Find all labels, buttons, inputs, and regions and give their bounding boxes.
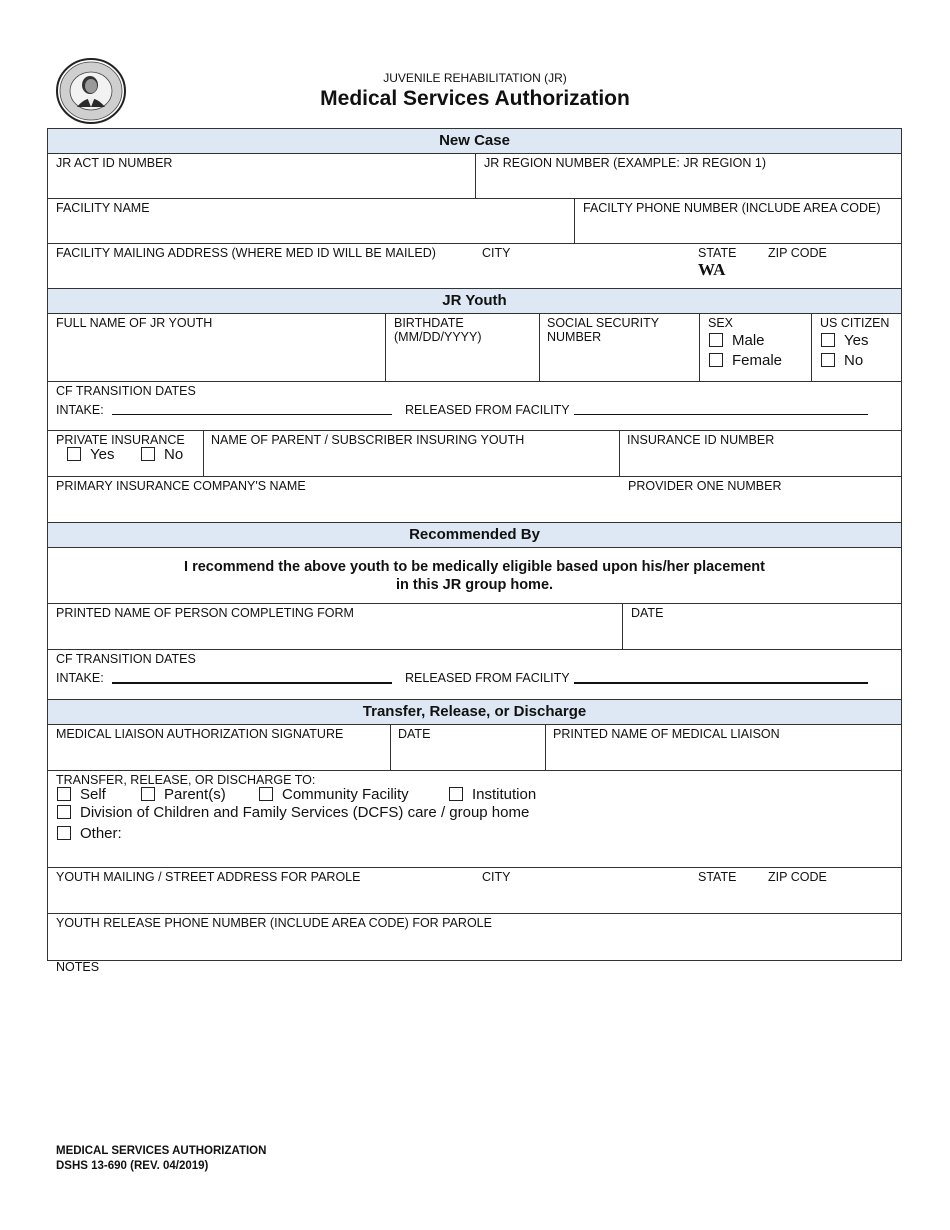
recommend-statement-line2: in this JR group home.	[395, 577, 554, 593]
self-option[interactable]	[57, 786, 106, 804]
liaison-date-label: DATE	[398, 727, 431, 741]
row-youth-details	[48, 314, 901, 382]
checkbox[interactable]	[67, 447, 81, 461]
section-heading-transfer: Transfer, Release, or Discharge	[48, 700, 901, 725]
released-line[interactable]	[574, 414, 868, 415]
liaison-date-field[interactable]	[390, 725, 545, 770]
dcfs-option[interactable]	[57, 804, 529, 822]
other-label: Other:	[80, 825, 122, 842]
section-heading-recommended-by: Recommended By	[48, 523, 901, 548]
parents-option[interactable]	[141, 786, 226, 804]
intake-label: INTAKE:	[56, 671, 104, 685]
form-title: Medical Services Authorization	[320, 87, 630, 110]
parole-phone-field[interactable]	[48, 914, 901, 960]
checkbox[interactable]	[449, 787, 463, 801]
row-transfer-to	[48, 771, 901, 868]
checkbox[interactable]	[821, 353, 835, 367]
primary-insurance-field[interactable]	[48, 477, 901, 522]
sex-male-option[interactable]	[709, 332, 765, 350]
city-label: CITY	[482, 870, 511, 884]
checkbox[interactable]	[141, 447, 155, 461]
us-citizen-label: US CITIZEN	[820, 316, 890, 330]
zip-label: ZIP CODE	[768, 246, 827, 260]
jr-act-id-field[interactable]	[48, 154, 475, 198]
primary-insurance-label: PRIMARY INSURANCE COMPANY'S NAME	[56, 479, 306, 493]
recommend-date-label: DATE	[631, 606, 664, 620]
recommend-statement-line1: I recommend the above youth to be medically eligible based upon his/her placement	[184, 559, 765, 575]
liaison-signature-label: MEDICAL LIAISON AUTHORIZATION SIGNATURE	[56, 727, 344, 741]
insurance-id-label: INSURANCE ID NUMBER	[627, 433, 775, 447]
city-label: CITY	[482, 246, 511, 260]
insurance-yes-option[interactable]	[67, 446, 114, 464]
full-name-field[interactable]	[48, 314, 385, 381]
released-label: RELEASED FROM FACILITY	[405, 671, 570, 685]
us-citizen-field	[811, 314, 901, 381]
insurance-no-label: No	[164, 446, 184, 463]
insurance-id-field[interactable]	[619, 431, 901, 476]
jr-region-field[interactable]	[475, 154, 901, 198]
state-label: STATE	[698, 870, 737, 884]
medical-services-form	[47, 128, 902, 961]
parole-address-field[interactable]	[48, 868, 901, 913]
facility-phone-field[interactable]	[574, 199, 901, 243]
notes-label: NOTES	[56, 960, 100, 974]
parole-address-label: YOUTH MAILING / STREET ADDRESS FOR PAROLE	[56, 870, 361, 884]
zip-label: ZIP CODE	[768, 870, 827, 884]
institution-option[interactable]	[449, 786, 536, 804]
provider-one-label: PROVIDER ONE NUMBER	[628, 479, 782, 493]
row-recommend-statement	[48, 548, 901, 604]
cf-transition-label: CF TRANSITION DATES	[56, 384, 196, 398]
recommend-date-field[interactable]	[622, 604, 901, 649]
row-facility	[48, 199, 901, 244]
row-cf-transition-youth	[48, 382, 901, 431]
row-cf-transition-recommended	[48, 650, 901, 700]
checkbox[interactable]	[57, 787, 71, 801]
facility-name-field[interactable]	[48, 199, 574, 243]
form-subtitle: JUVENILE REHABILITATION (JR)	[383, 71, 567, 85]
jr-region-label: JR REGION NUMBER (EXAMPLE: JR REGION 1)	[484, 156, 766, 170]
row-act-region	[48, 154, 901, 199]
liaison-signature-field[interactable]	[48, 725, 390, 770]
intake-line[interactable]	[112, 682, 392, 684]
row-primary-insurance	[48, 477, 901, 523]
form-footer	[56, 1144, 266, 1174]
jr-act-id-label: JR ACT ID NUMBER	[56, 156, 173, 170]
transfer-to-label: TRANSFER, RELEASE, OR DISCHARGE TO:	[56, 773, 316, 787]
printed-name-field[interactable]	[48, 604, 622, 649]
printed-name-label: PRINTED NAME OF PERSON COMPLETING FORM	[56, 606, 354, 620]
row-parole-address	[48, 868, 901, 914]
released-line[interactable]	[574, 682, 868, 684]
ssn-field[interactable]	[539, 314, 699, 381]
checkbox[interactable]	[821, 333, 835, 347]
row-facility-address	[48, 244, 901, 289]
intake-line[interactable]	[112, 414, 392, 415]
sex-male-label: Male	[732, 332, 765, 349]
community-facility-option[interactable]	[259, 786, 409, 804]
checkbox[interactable]	[259, 787, 273, 801]
state-value: WA	[698, 260, 726, 279]
footer-form-number: DSHS 13-690 (REV. 04/2019)	[56, 1160, 209, 1172]
community-facility-label: Community Facility	[282, 786, 409, 803]
sex-label: SEX	[708, 316, 734, 330]
insurance-yes-label: Yes	[90, 446, 115, 463]
citizen-no-label: No	[844, 352, 864, 369]
private-insurance-label: PRIVATE INSURANCE	[56, 433, 185, 447]
checkbox[interactable]	[57, 805, 71, 819]
facility-address-field[interactable]	[48, 244, 901, 288]
ssn-label: SOCIAL SECURITY	[547, 316, 660, 330]
insurance-no-option[interactable]	[141, 446, 183, 464]
section-heading-jr-youth: JR Youth	[48, 289, 901, 314]
birthdate-label: BIRTHDATE	[394, 316, 464, 330]
citizen-yes-option[interactable]	[821, 332, 868, 350]
full-name-label: FULL NAME OF JR YOUTH	[56, 316, 213, 330]
facility-phone-label: FACILTY PHONE NUMBER (INCLUDE AREA CODE)	[583, 201, 881, 215]
row-printed-name	[48, 604, 901, 650]
checkbox[interactable]	[57, 826, 71, 840]
parent-name-field[interactable]	[203, 431, 619, 476]
checkbox[interactable]	[709, 353, 723, 367]
facility-name-label: FACILITY NAME	[56, 201, 150, 215]
checkbox[interactable]	[141, 787, 155, 801]
liaison-name-field[interactable]	[545, 725, 901, 770]
sex-female-option[interactable]	[709, 352, 782, 370]
birthdate-format-label: (MM/DD/YYYY)	[394, 330, 482, 344]
sex-female-label: Female	[732, 352, 783, 369]
section-heading-new-case: New Case	[48, 129, 901, 154]
liaison-name-label: PRINTED NAME OF MEDICAL LIAISON	[553, 727, 780, 741]
checkbox[interactable]	[709, 333, 723, 347]
self-label: Self	[80, 786, 106, 803]
sex-field	[699, 314, 811, 381]
state-label: STATE	[698, 246, 737, 260]
ssn-label-2: NUMBER	[547, 330, 602, 344]
row-parole-phone	[48, 914, 901, 960]
intake-label: INTAKE:	[56, 403, 104, 417]
citizen-yes-label: Yes	[844, 332, 869, 349]
other-option[interactable]	[57, 825, 122, 843]
dcfs-label: Division of Children and Family Services (DCFS) care / group home	[80, 804, 530, 821]
cf-transition-label: CF TRANSITION DATES	[56, 652, 196, 666]
citizen-no-option[interactable]	[821, 352, 863, 370]
row-insurance	[48, 431, 901, 477]
parole-phone-label: YOUTH RELEASE PHONE NUMBER (INCLUDE AREA CODE) FOR PAROLE	[56, 916, 492, 930]
facility-address-label: FACILITY MAILING ADDRESS (WHERE MED ID WILL BE MAILED)	[56, 246, 436, 260]
row-liaison	[48, 725, 901, 771]
released-label: RELEASED FROM FACILITY	[405, 403, 570, 417]
parent-name-label: NAME OF PARENT / SUBSCRIBER INSURING YOUTH	[211, 433, 525, 447]
institution-label: Institution	[472, 786, 537, 803]
footer-form-name: MEDICAL SERVICES AUTHORIZATION	[56, 1145, 267, 1157]
private-insurance-field	[48, 431, 203, 476]
parents-label: Parent(s)	[164, 786, 226, 803]
recommend-statement	[48, 558, 901, 594]
birthdate-field[interactable]	[385, 314, 539, 381]
